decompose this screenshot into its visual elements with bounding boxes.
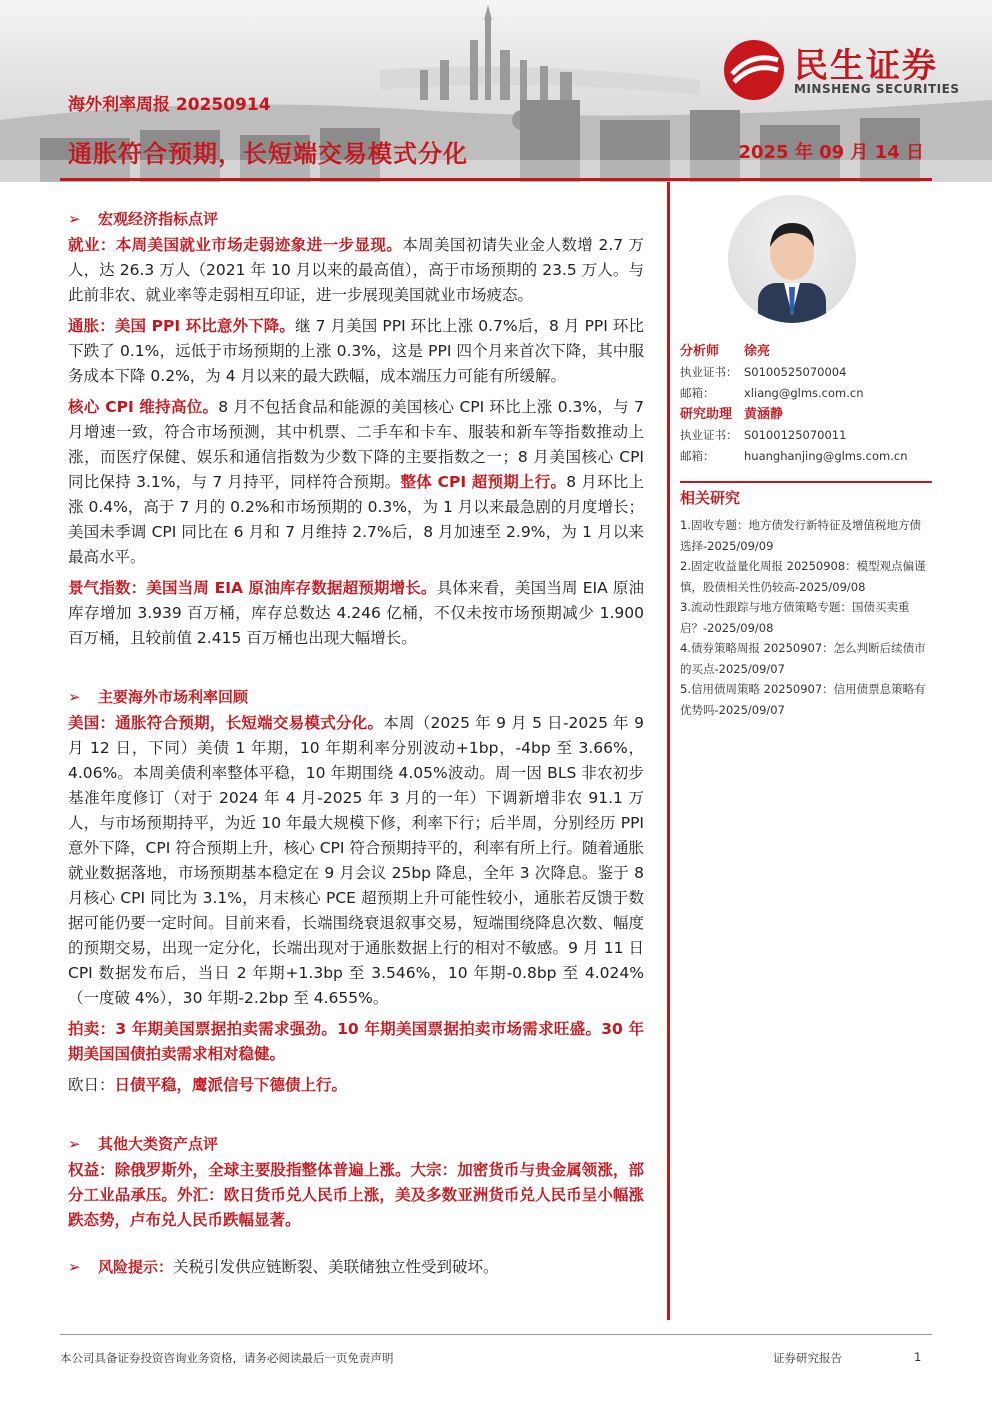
related-rule: [680, 481, 932, 483]
paragraph-ppi: 通胀：美国 PPI 环比意外下降。继 7 月美国 PPI 环比上涨 0.7%后，8 月 PPI 环比下跌了 0.1%，远低于市场预期的上涨 0.3%，这是 PPI 四个月来首次下降，其中服务成本下降 0.2%，为 4 月以来的最大跌幅，成本端压力可能有所缓解。: [68, 317, 644, 385]
assistant-email-row: 邮箱： huanghanjing@glms.com.cn: [680, 449, 908, 463]
footer-rule: [60, 1334, 932, 1335]
sidebar-divider: [667, 182, 670, 1320]
related-item[interactable]: 4.债券策略周报 20250907：怎么判断后续债市的买点-2025/09/07: [680, 641, 926, 676]
related-title: 相关研究: [680, 489, 741, 507]
paragraph-auctions: 拍卖：3 年期美国票据拍卖需求强劲。10 年期美国票据拍卖市场需求旺盛。30 年期美国国债拍卖需求相对稳健。: [68, 1020, 644, 1063]
page-number: 1: [914, 1350, 922, 1364]
analyst-cert-row: 执业证书： S0100525070004: [680, 365, 847, 379]
analyst-email[interactable]: xliang@glms.com.cn: [744, 386, 864, 400]
section-heading-macro: ➢ 宏观经济指标点评: [68, 205, 644, 233]
section-heading-assets: ➢ 其他大类资产点评: [68, 1130, 644, 1158]
section-arrow-icon: ➢: [68, 1258, 81, 1276]
footer-disclaimer: 本公司具备证券投资咨询业务资格，请务必阅读最后一页免责声明: [60, 1351, 394, 1365]
analyst-portrait-icon: [728, 195, 856, 323]
related-item[interactable]: 3.流动性跟踪与地方债策略专题：国债买卖重启？-2025/09/08: [680, 600, 910, 635]
related-item[interactable]: 2.固定收益量化周报 20250908：模型观点偏谨慎，股债相关性仍较高-2025/09/08: [680, 559, 926, 594]
paragraph-core-cpi: 核心 CPI 维持高位。8 月不包括食品和能源的美国核心 CPI 环比上涨 0.3%，与 7 月增速一致，符合市场预测，其中机票、二手车和卡车、服装和新车等指数推动上涨，而医疗保健、娱乐和通信指数为少数下降的主要指数之一；8 月美国核心 CPI 同比保持 3.1%，与 7 月持平，同样符合预期。整体 CPI 超预期上行。8 月环比上涨 0.4%，高于 7 月的 0.2%和市场预期的 0.3%，为 1 月以来最急剧的月度增长；美国未季调 CPI 同比在 6 月和 7 月维持 2.7%后，8 月加速至 2.9%，为 1 月以来最高水平。: [68, 398, 644, 566]
report-title: 通胀符合预期，长短端交易模式分化: [68, 140, 468, 168]
assistant-cert-row: 执业证书： S0100125070011: [680, 428, 847, 442]
paragraph-eia: 景气指数：美国当周 EIA 原油库存数据超预期增长。具体来看，美国当周 EIA 原油库存增加 3.939 百万桶，库存总数达 4.246 亿桶，不仅未按市场预期减少 1.900 百万桶，且较前值 2.415 百万桶也出现大幅增长。: [68, 579, 644, 647]
related-item[interactable]: 5.信用债周策略 20250907：信用债票息策略有优势吗-2025/09/07: [680, 682, 926, 717]
main-content: [68, 205, 644, 1281]
header-rule: [60, 178, 932, 181]
paragraph-eu-jp: 欧日：日债平稳，鹰派信号下德债上行。: [68, 1076, 348, 1094]
footer-doc-type: 证券研究报告: [773, 1351, 842, 1365]
paragraph-assets: 权益：除俄罗斯外，全球主要股指整体普遍上涨。大宗：加密货币与贵金属领涨，部分工业品承压。外汇：欧日货币兑人民币上涨，美及多数亚洲货币兑人民币呈小幅涨跌态势，卢布兑人民币跌幅显著。: [68, 1161, 644, 1229]
logo-mark-icon: [722, 38, 786, 102]
paragraph-us-rates: 美国：通胀符合预期，长短端交易模式分化。本周（2025 年 9 月 5 日-2025 年 9 月 12 日，下同）美债 1 年期，10 年期利率分别波动+1bp，-4bp 至 3.66%，4.06%。本周美债利率整体平稳，10 年期围绕 4.05%波动。周一因 BLS 非农初步基准年度修订（对于 2024 年 4 月-2025 年 3 月的一年）下调新增非农 91.1 万人，与市场预期持平，为近 10 年最大规模下修，利率下行；后半周，分别经历 PPI 意外下降，CPI 符合预期上升，核心 CPI 符合预期持平的，利率有所上行。随着通胀就业数据落地，市场预期基本稳定在 9 月会议 25bp 降息，全年 3 次降息。鉴于 8 月核心 CPI 同比为 3.1%，月末核心 PCE 超预期上升可能性较小，通胀若反馈于数据可能仍要一定时间。目前来看，长端围绕衰退叙事交易，短端围绕降息次数、幅度的预期交易，出现一定分化，长端出现对于通胀数据上行的相对不敏感。9 月 11 日 CPI 数据发布后，当日 2 年期+1.3bp 至 3.546%，10 年期-0.8bp 至 4.024%（一度破 4%），30 年期-2.2bp 至 4.655%。: [68, 714, 644, 1007]
analyst-block: [680, 341, 932, 467]
section-arrow-icon: ➢: [68, 1135, 81, 1153]
company-logo: [722, 38, 972, 102]
paragraph-employment: 就业：本周美国就业市场走弱迹象进一步显现。本周美国初请失业金人数增 2.7 万人，达 26.3 万人（2021 年 10 月以来的最高值），高于市场预期的 23.5 万人。与此前非农、就业率等走弱相互印证，进一步展现美国就业市场疲态。: [68, 236, 644, 304]
analyst-email-row: 邮箱： xliang@glms.com.cn: [680, 386, 864, 400]
section-arrow-icon: ➢: [68, 688, 81, 706]
logo-en-text: MINSHENG SECURITIES: [794, 82, 960, 96]
section-arrow-icon: ➢: [68, 210, 81, 228]
analyst-photo: [728, 195, 856, 323]
analyst-row: 分析师 徐亮: [680, 344, 771, 359]
related-list: [680, 515, 932, 720]
logo-cn-text: 民生证券: [794, 46, 938, 86]
report-header: [0, 0, 992, 182]
assistant-row: 研究助理 黄涵静: [680, 407, 784, 422]
related-item[interactable]: 1.固收专题：地方债发行新特征及增值税地方债选择-2025/09/09: [680, 518, 921, 553]
section-heading-rates: ➢ 主要海外市场利率回顾: [68, 683, 644, 711]
risk-warning: ➢ 风险提示：关税引发供应链断裂、美联储独立性受到破坏。: [68, 1253, 644, 1281]
report-date: 2025 年 09 月 14 日: [738, 142, 924, 163]
report-type: 海外利率周报 20250914: [68, 95, 271, 115]
assistant-email[interactable]: huanghanjing@glms.com.cn: [744, 449, 908, 463]
